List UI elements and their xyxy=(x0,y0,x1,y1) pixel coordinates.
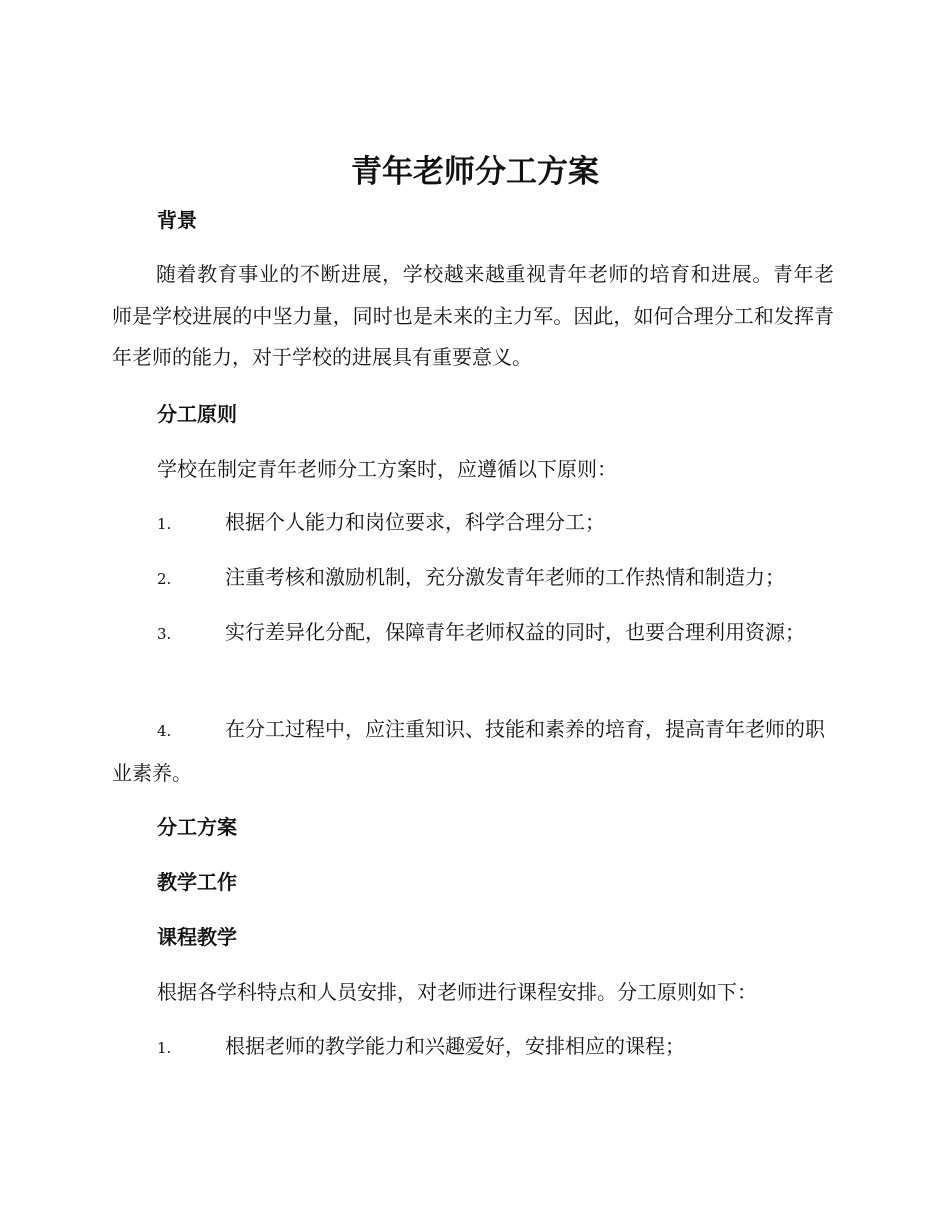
list-text: 根据个人能力和岗位要求，科学合理分工； xyxy=(225,510,605,534)
subheading-teaching: 教学工作 xyxy=(157,870,237,894)
list-text: 实行差异化分配，保障青年老师权益的同时，也要合理利用资源； xyxy=(225,620,805,644)
list-number: 3. xyxy=(157,625,172,643)
section-heading-principles: 分工原则 xyxy=(157,402,237,426)
list-number: 1. xyxy=(157,515,172,533)
list-number: 2. xyxy=(157,570,172,588)
principle-item-1 xyxy=(112,502,834,546)
principles-intro: 学校在制定青年老师分工方案时，应遵循以下原则： xyxy=(157,457,617,481)
subheading-course: 课程教学 xyxy=(157,925,237,949)
list-number: 1. xyxy=(157,1039,172,1057)
list-text: 在分工过程中，应注重知识、技能和素养的培育，提高青年老师的职业素养。 xyxy=(112,717,825,785)
course-item-1 xyxy=(112,1026,834,1070)
section-heading-plan: 分工方案 xyxy=(157,815,237,839)
principle-item-3 xyxy=(112,612,834,656)
list-text: 注重考核和激励机制，充分激发青年老师的工作热情和制造力； xyxy=(225,565,785,589)
document-title: 青年老师分工方案 xyxy=(351,154,599,190)
list-text: 根据老师的教学能力和兴趣爱好，安排相应的课程； xyxy=(225,1034,685,1058)
course-intro: 根据各学科特点和人员安排，对老师进行课程安排。分工原则如下： xyxy=(157,980,757,1004)
background-paragraph: 随着教育事业的不断进展，学校越来越重视青年老师的培育和进展。青年老师是学校进展的中坚力量，同时也是未来的主力军。因此，如何合理分工和发挥青年老师的能力，对于学校的进展具有重要意义。 xyxy=(112,262,834,369)
principle-item-4 xyxy=(112,709,834,794)
principle-item-2 xyxy=(112,557,834,601)
list-number: 4. xyxy=(157,722,172,740)
section-heading-background: 背景 xyxy=(157,208,197,232)
